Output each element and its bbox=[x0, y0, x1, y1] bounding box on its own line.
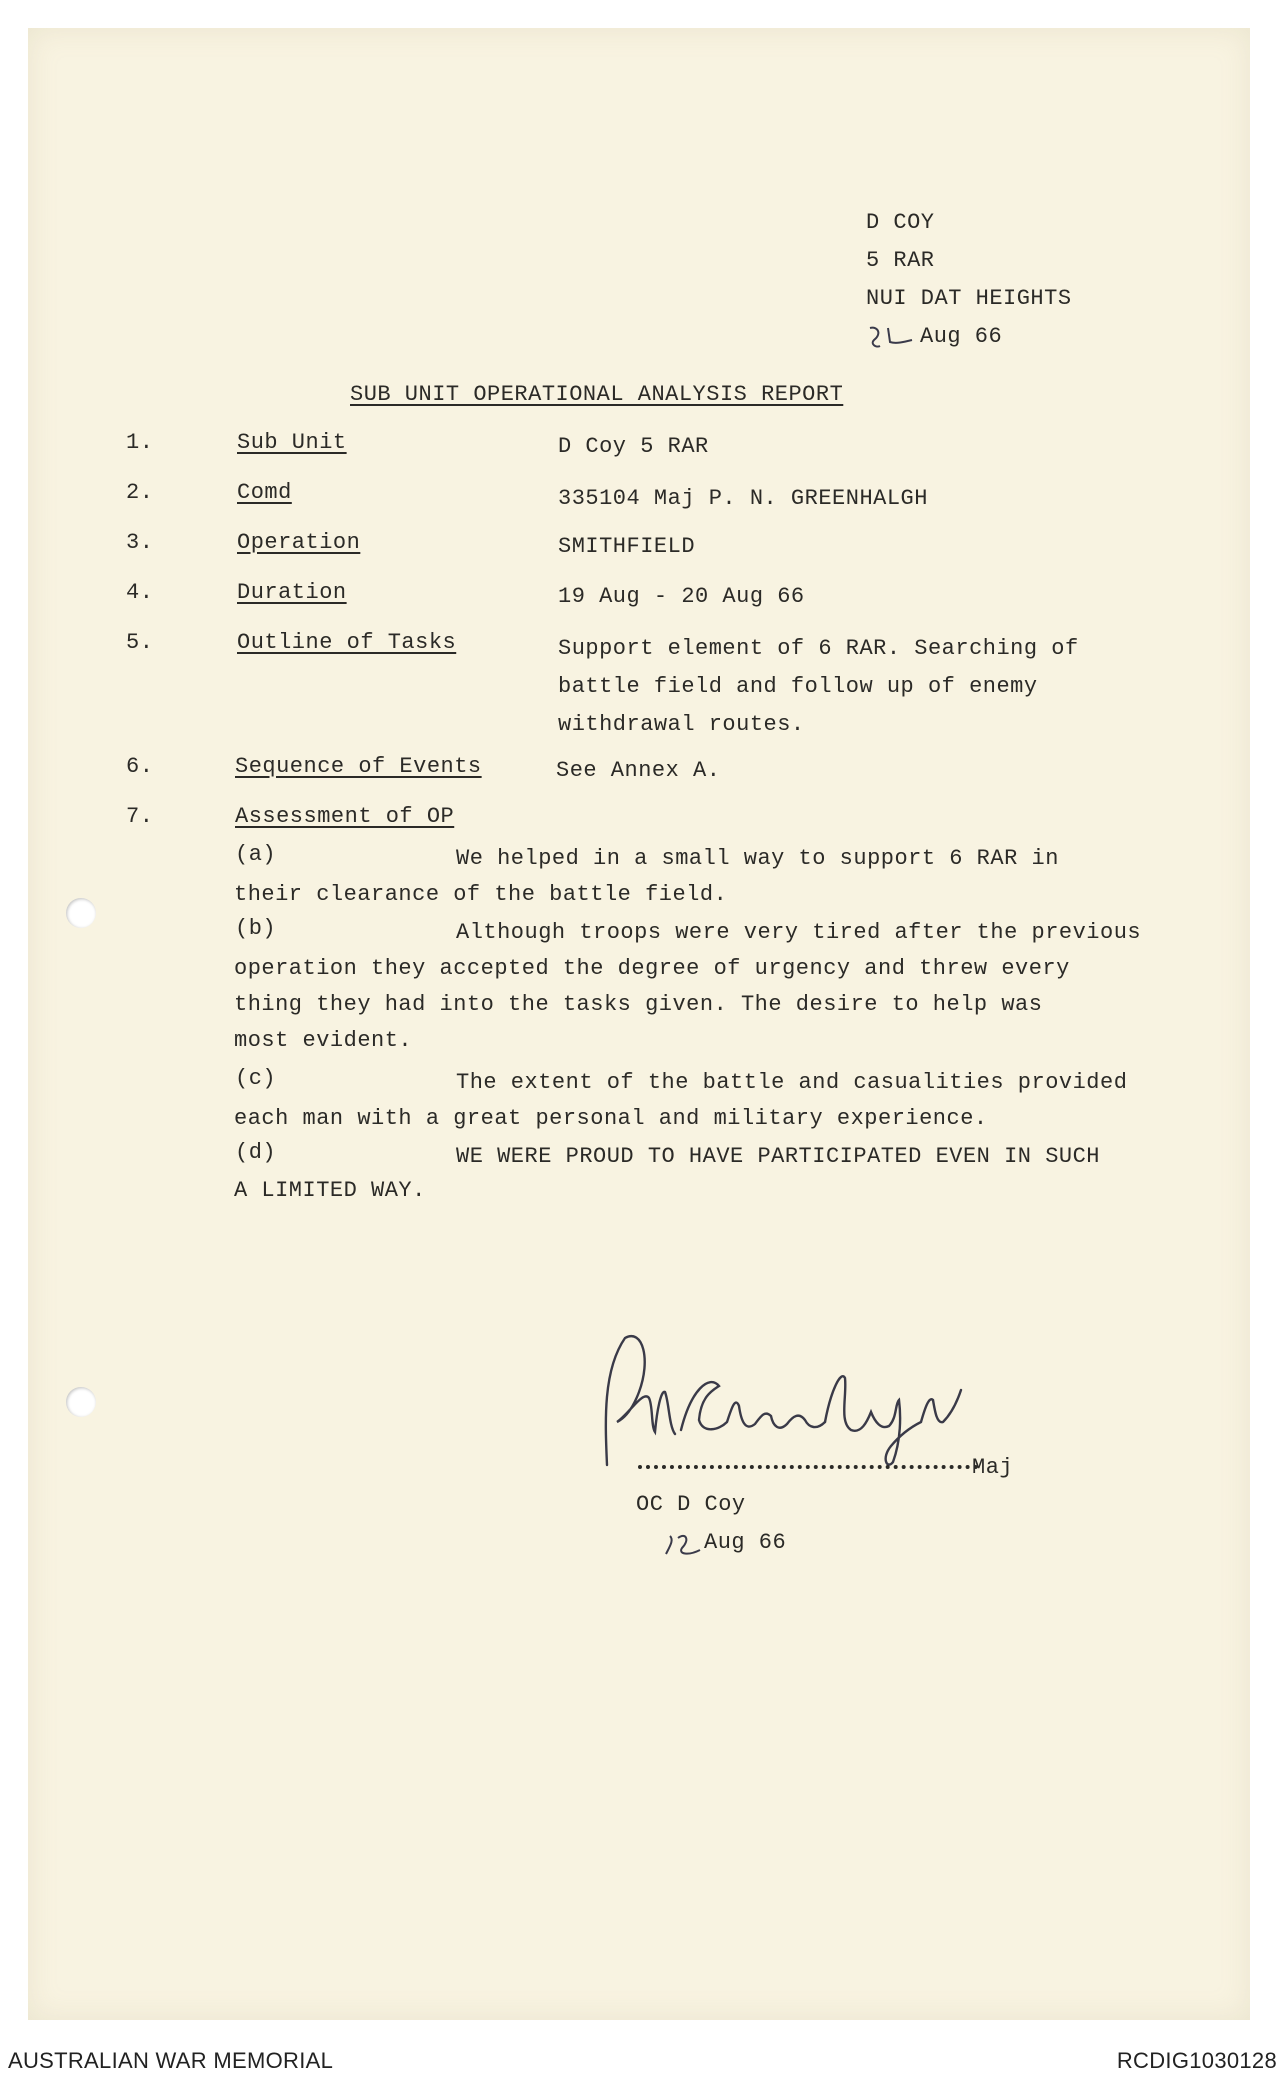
footer-record-id: RCDIG1030128 bbox=[1116, 2048, 1277, 2073]
item-label: Comd bbox=[237, 480, 292, 505]
item-label: Assessment of OP bbox=[235, 804, 455, 829]
header-date: Aug 66 bbox=[920, 324, 1003, 349]
item-label: Operation bbox=[237, 530, 361, 555]
assessment-line: most evident. bbox=[234, 1028, 413, 1053]
item-label: Duration bbox=[237, 580, 347, 605]
signature-appointment: OC D Coy bbox=[636, 1492, 746, 1517]
assessment-line: We helped in a small way to support 6 RAR in bbox=[456, 846, 1059, 871]
document-page bbox=[28, 28, 1250, 2020]
item-value: D Coy 5 RAR bbox=[558, 434, 709, 459]
punch-hole-upper bbox=[66, 898, 96, 928]
item-value: 335104 Maj P. N. GREENHALGH bbox=[558, 486, 928, 511]
header-unit: D COY bbox=[866, 210, 935, 235]
item-label: Sub Unit bbox=[237, 430, 347, 455]
item-value: See Annex A. bbox=[556, 758, 721, 783]
item-number: 1. bbox=[126, 430, 154, 455]
item-label: Outline of Tasks bbox=[237, 630, 457, 655]
signature-rank: Maj bbox=[972, 1455, 1014, 1480]
report-title: SUB UNIT OPERATIONAL ANALYSIS REPORT bbox=[350, 382, 844, 407]
assessment-line: WE WERE PROUD TO HAVE PARTICIPATED EVEN IN SUCH bbox=[456, 1144, 1101, 1169]
assessment-line: operation they accepted the degree of urgency and threw every bbox=[234, 956, 1070, 981]
assessment-line: thing they had into the tasks given. The desire to help was bbox=[234, 992, 1043, 1017]
punch-hole-lower bbox=[66, 1387, 96, 1417]
assessment-line: each man with a great personal and military experience. bbox=[234, 1106, 988, 1131]
item-number: 4. bbox=[126, 580, 154, 605]
item-number: 7. bbox=[126, 804, 154, 829]
handwritten-day-mark bbox=[866, 322, 916, 352]
assessment-line: Although troops were very tired after the previous bbox=[456, 920, 1142, 945]
handwritten-day-mark bbox=[660, 1528, 708, 1562]
assessment-marker: (a) bbox=[235, 842, 277, 867]
item-label: Sequence of Events bbox=[235, 754, 482, 779]
header-battalion: 5 RAR bbox=[866, 248, 935, 273]
header-location: NUI DAT HEIGHTS bbox=[866, 286, 1072, 311]
item-value-line: Support element of 6 RAR. Searching of bbox=[558, 636, 1079, 661]
item-value: 19 Aug - 20 Aug 66 bbox=[558, 584, 805, 609]
footer-source: AUSTRALIAN WAR MEMORIAL bbox=[8, 2048, 334, 2073]
assessment-marker: (c) bbox=[235, 1066, 277, 1091]
signature-line bbox=[638, 1455, 978, 1469]
signature-date: Aug 66 bbox=[704, 1530, 787, 1555]
item-number: 5. bbox=[126, 630, 154, 655]
item-number: 6. bbox=[126, 754, 154, 779]
item-number: 3. bbox=[126, 530, 154, 555]
assessment-marker: (b) bbox=[235, 916, 277, 941]
item-value: SMITHFIELD bbox=[558, 534, 696, 559]
item-value-line: withdrawal routes. bbox=[558, 712, 805, 737]
item-number: 2. bbox=[126, 480, 154, 505]
assessment-line: The extent of the battle and casualities provided bbox=[456, 1070, 1128, 1095]
assessment-marker: (d) bbox=[235, 1140, 277, 1165]
assessment-line: A LIMITED WAY. bbox=[234, 1178, 426, 1203]
assessment-line: their clearance of the battle field. bbox=[234, 882, 728, 907]
item-value-line: battle field and follow up of enemy bbox=[558, 674, 1038, 699]
